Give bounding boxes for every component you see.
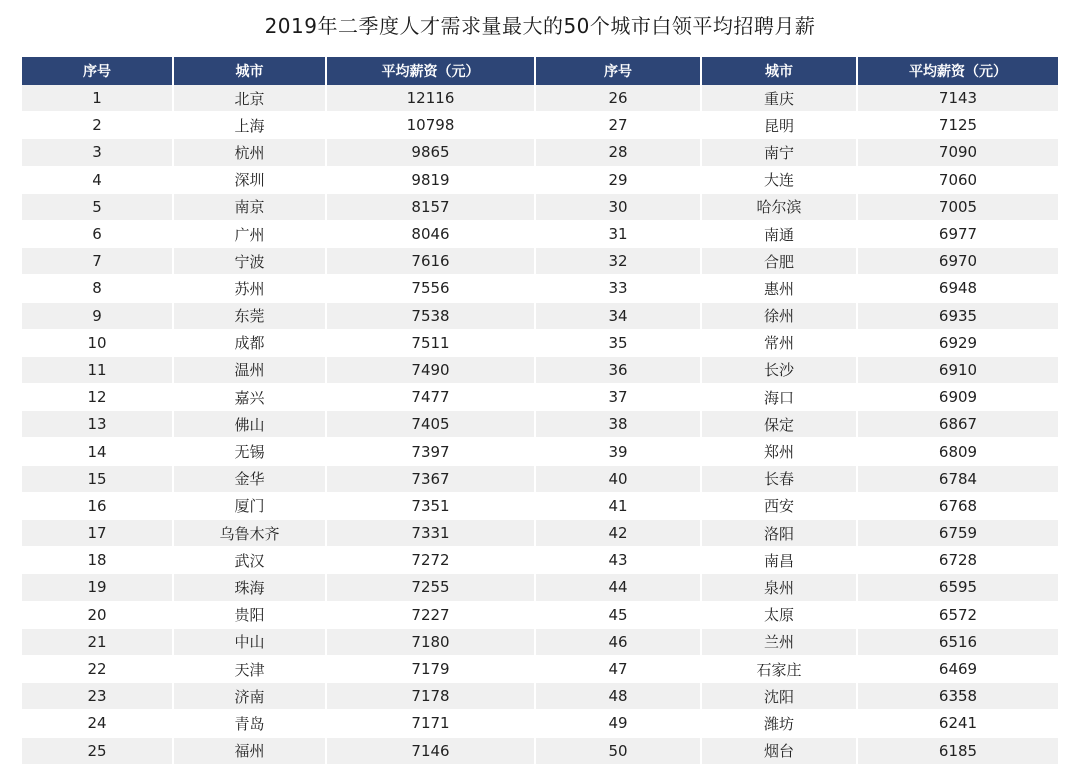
table-row [22,466,1058,493]
cell-rank: 9 [22,303,174,330]
cell-city: 西安 [702,493,858,520]
cell-rank: 28 [536,139,702,166]
cell-city: 苏州 [174,275,327,302]
cell-rank: 6 [22,221,174,248]
cell-salary: 7511 [327,330,536,357]
table-row [22,656,1058,683]
cell-salary: 7351 [327,493,536,520]
cell-rank: 38 [536,411,702,438]
cell-salary: 7005 [858,194,1058,221]
cell-city: 沈阳 [702,683,858,710]
cell-city: 泉州 [702,574,858,601]
header-salary-right: 平均薪资（元） [858,57,1058,85]
cell-city: 济南 [174,683,327,710]
cell-city: 南通 [702,221,858,248]
table-row [22,493,1058,520]
cell-city: 温州 [174,357,327,384]
cell-city: 常州 [702,330,858,357]
table-row [22,547,1058,574]
page-title: 2019年二季度人才需求量最大的50个城市白领平均招聘月薪 [264,14,816,38]
cell-rank: 8 [22,275,174,302]
cell-rank: 45 [536,602,702,629]
cell-rank: 20 [22,602,174,629]
table-row [22,194,1058,221]
cell-rank: 35 [536,330,702,357]
table-row [22,221,1058,248]
cell-city: 中山 [174,629,327,656]
cell-city: 合肥 [702,248,858,275]
table-row [22,248,1058,275]
cell-city: 徐州 [702,303,858,330]
cell-city: 哈尔滨 [702,194,858,221]
header-salary-left: 平均薪资（元） [327,57,536,85]
cell-salary: 7090 [858,139,1058,166]
cell-city: 贵阳 [174,602,327,629]
cell-city: 武汉 [174,547,327,574]
cell-rank: 12 [22,384,174,411]
cell-rank: 15 [22,466,174,493]
cell-city: 厦门 [174,493,327,520]
cell-city: 洛阳 [702,520,858,547]
cell-salary: 9819 [327,167,536,194]
cell-rank: 44 [536,574,702,601]
cell-city: 北京 [174,85,327,112]
cell-city: 无锡 [174,438,327,465]
cell-rank: 17 [22,520,174,547]
cell-salary: 6809 [858,438,1058,465]
cell-rank: 13 [22,411,174,438]
cell-salary: 7490 [327,357,536,384]
cell-rank: 18 [22,547,174,574]
cell-rank: 25 [22,738,174,765]
cell-city: 珠海 [174,574,327,601]
cell-city: 大连 [702,167,858,194]
cell-rank: 48 [536,683,702,710]
cell-salary: 6572 [858,602,1058,629]
cell-salary: 6910 [858,357,1058,384]
cell-rank: 23 [22,683,174,710]
table-body [22,85,1058,765]
cell-rank: 32 [536,248,702,275]
cell-salary: 7405 [327,411,536,438]
cell-city: 昆明 [702,112,858,139]
cell-salary: 7331 [327,520,536,547]
table-row [22,629,1058,656]
cell-city: 广州 [174,221,327,248]
cell-city: 乌鲁木齐 [174,520,327,547]
cell-city: 长沙 [702,357,858,384]
cell-city: 青岛 [174,710,327,737]
table-row [22,384,1058,411]
cell-salary: 7616 [327,248,536,275]
cell-salary: 6768 [858,493,1058,520]
cell-city: 福州 [174,738,327,765]
header-city-right: 城市 [702,57,858,85]
cell-rank: 27 [536,112,702,139]
cell-city: 深圳 [174,167,327,194]
cell-rank: 42 [536,520,702,547]
cell-city: 长春 [702,466,858,493]
cell-rank: 49 [536,710,702,737]
cell-salary: 6595 [858,574,1058,601]
cell-salary: 6759 [858,520,1058,547]
cell-rank: 1 [22,85,174,112]
cell-city: 南宁 [702,139,858,166]
cell-salary: 7255 [327,574,536,601]
cell-rank: 11 [22,357,174,384]
cell-city: 天津 [174,656,327,683]
cell-salary: 6970 [858,248,1058,275]
cell-salary: 7143 [858,85,1058,112]
cell-salary: 7178 [327,683,536,710]
cell-city: 海口 [702,384,858,411]
cell-salary: 7180 [327,629,536,656]
cell-rank: 16 [22,493,174,520]
cell-city: 保定 [702,411,858,438]
cell-salary: 7171 [327,710,536,737]
cell-rank: 22 [22,656,174,683]
cell-rank: 40 [536,466,702,493]
cell-salary: 9865 [327,139,536,166]
table-row [22,710,1058,737]
cell-city: 杭州 [174,139,327,166]
cell-salary: 6469 [858,656,1058,683]
table-row [22,357,1058,384]
cell-rank: 21 [22,629,174,656]
table-row [22,85,1058,112]
cell-rank: 2 [22,112,174,139]
cell-salary: 6867 [858,411,1058,438]
cell-rank: 5 [22,194,174,221]
table-row [22,438,1058,465]
cell-city: 东莞 [174,303,327,330]
table-row [22,411,1058,438]
cell-salary: 6935 [858,303,1058,330]
cell-city: 佛山 [174,411,327,438]
table-row [22,303,1058,330]
cell-city: 兰州 [702,629,858,656]
cell-salary: 6728 [858,547,1058,574]
table-row [22,275,1058,302]
table-row [22,139,1058,166]
cell-city: 潍坊 [702,710,858,737]
cell-rank: 41 [536,493,702,520]
header-rank-left: 序号 [22,57,174,85]
cell-city: 南昌 [702,547,858,574]
cell-salary: 7179 [327,656,536,683]
cell-city: 重庆 [702,85,858,112]
cell-rank: 43 [536,547,702,574]
cell-city: 郑州 [702,438,858,465]
cell-city: 南京 [174,194,327,221]
cell-rank: 34 [536,303,702,330]
cell-rank: 36 [536,357,702,384]
cell-salary: 6516 [858,629,1058,656]
table-row [22,167,1058,194]
cell-rank: 30 [536,194,702,221]
cell-rank: 4 [22,167,174,194]
cell-salary: 7272 [327,547,536,574]
cell-salary: 7227 [327,602,536,629]
table-row [22,330,1058,357]
cell-rank: 39 [536,438,702,465]
cell-city: 嘉兴 [174,384,327,411]
table-row [22,738,1058,765]
cell-salary: 6977 [858,221,1058,248]
cell-salary: 7538 [327,303,536,330]
cell-salary: 6909 [858,384,1058,411]
cell-city: 太原 [702,602,858,629]
cell-rank: 10 [22,330,174,357]
cell-salary: 6948 [858,275,1058,302]
cell-salary: 7556 [327,275,536,302]
header-city-left: 城市 [174,57,327,85]
cell-rank: 7 [22,248,174,275]
cell-salary: 8046 [327,221,536,248]
table-row [22,602,1058,629]
cell-city: 烟台 [702,738,858,765]
header-rank-right: 序号 [536,57,702,85]
cell-salary: 7477 [327,384,536,411]
cell-rank: 26 [536,85,702,112]
cell-city: 上海 [174,112,327,139]
cell-salary: 7397 [327,438,536,465]
cell-rank: 33 [536,275,702,302]
cell-salary: 6929 [858,330,1058,357]
salary-table [22,57,1058,765]
table-row [22,683,1058,710]
cell-rank: 3 [22,139,174,166]
cell-rank: 46 [536,629,702,656]
cell-rank: 50 [536,738,702,765]
cell-city: 成都 [174,330,327,357]
cell-city: 宁波 [174,248,327,275]
cell-rank: 47 [536,656,702,683]
cell-salary: 7367 [327,466,536,493]
cell-salary: 8157 [327,194,536,221]
cell-salary: 6358 [858,683,1058,710]
cell-rank: 29 [536,167,702,194]
cell-rank: 14 [22,438,174,465]
table-header-row [22,57,1058,85]
cell-salary: 6784 [858,466,1058,493]
cell-salary: 7125 [858,112,1058,139]
cell-rank: 19 [22,574,174,601]
cell-rank: 24 [22,710,174,737]
cell-city: 石家庄 [702,656,858,683]
cell-salary: 6185 [858,738,1058,765]
cell-rank: 37 [536,384,702,411]
cell-salary: 7146 [327,738,536,765]
cell-salary: 7060 [858,167,1058,194]
cell-rank: 31 [536,221,702,248]
table-row [22,520,1058,547]
cell-salary: 6241 [858,710,1058,737]
cell-city: 金华 [174,466,327,493]
cell-salary: 12116 [327,85,536,112]
table-row [22,574,1058,601]
cell-city: 惠州 [702,275,858,302]
table-row [22,112,1058,139]
cell-salary: 10798 [327,112,536,139]
